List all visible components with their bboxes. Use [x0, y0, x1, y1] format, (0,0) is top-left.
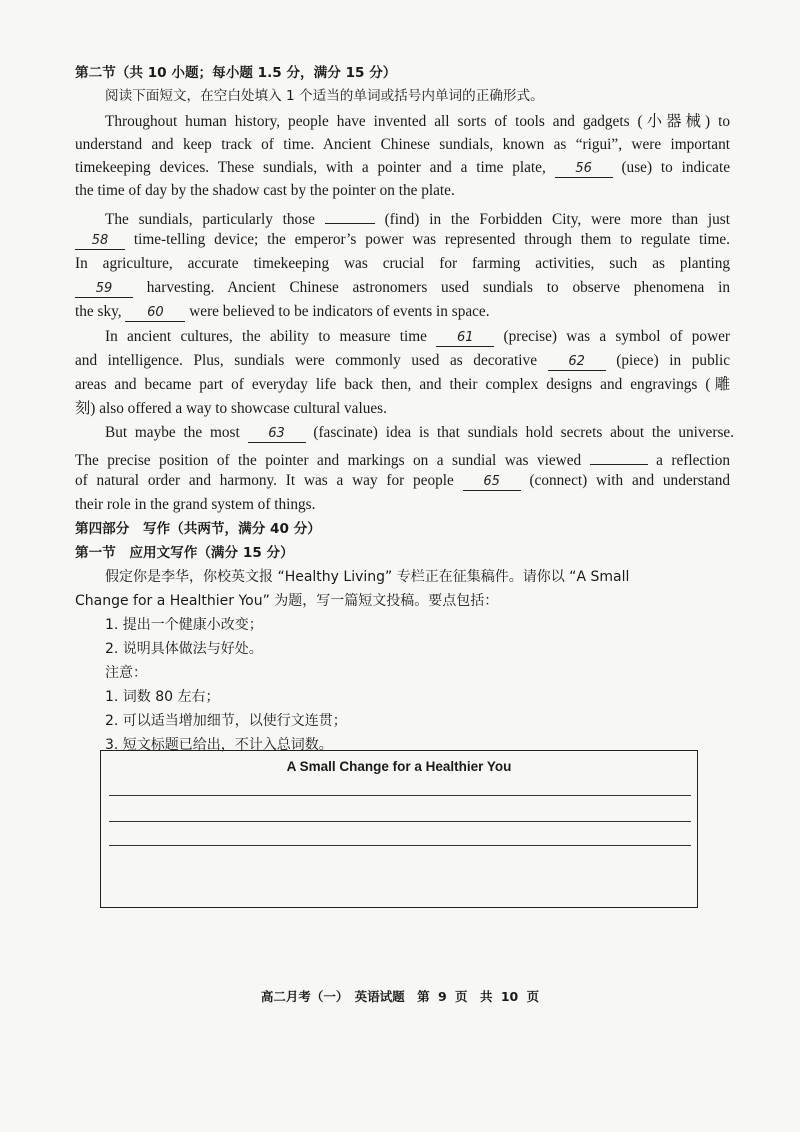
blank-number: 63 [268, 426, 285, 441]
passage-line: In agriculture, accurate timekeeping was crucial for farming activities, such as planting [75, 255, 730, 272]
passage-line [75, 301, 490, 323]
blank-number: 56 [575, 161, 592, 176]
section2-instruction: 阅读下面短文，在空白处填入 1 个适当的单词或括号内单词的正确形式。 [105, 88, 544, 104]
passage-text: (precise) was a symbol of power [503, 328, 730, 345]
passage-line: 刻) also offered a way to showcase cultural values. [75, 400, 387, 417]
passage-line [75, 470, 730, 492]
answer-blank-59[interactable] [75, 279, 133, 298]
passage-line [75, 157, 730, 179]
passage-text: In ancient cultures, the ability to measure time [105, 328, 427, 345]
passage-line [105, 326, 730, 348]
passage-text: were believed to be indicators of events in space. [189, 303, 490, 320]
blank-number: 65 [483, 474, 500, 489]
blank-number: 60 [147, 305, 164, 320]
writing-point: 1. 提出一个健康小改变； [105, 617, 263, 633]
passage-line [75, 229, 730, 251]
answer-blank-65[interactable] [463, 472, 521, 491]
answer-blank-56[interactable] [555, 159, 613, 178]
writing-answer-box[interactable] [100, 750, 698, 908]
writing-line[interactable] [109, 821, 691, 822]
answer-blank-61[interactable] [436, 328, 494, 347]
writing-line[interactable] [109, 845, 691, 846]
passage-line: their role in the grand system of things. [75, 496, 316, 513]
writing-point: 2. 说明具体做法与好处。 [105, 641, 263, 657]
passage-line: understand and keep track of time. Ancient Chinese sundials, known as “rigui”, were important [75, 136, 730, 153]
passage-text: a reflection [656, 452, 731, 469]
passage-line: the time of day by the shadow cast by the pointer on the plate. [75, 182, 455, 199]
answer-blank-60[interactable] [125, 303, 185, 322]
blank-number: 58 [91, 233, 109, 248]
passage-text: the sky, [75, 303, 122, 320]
part4-subheading: 第一节 应用文写作（满分 15 分） [75, 545, 294, 561]
passage-text: and intelligence. Plus, sundials were commonly used as decorative [75, 352, 537, 369]
passage-line: Throughout human history, people have invented all sorts of tools and gadgets (小器械) to [105, 113, 730, 130]
answer-blank-62[interactable] [548, 352, 606, 371]
passage-text: (piece) in public [616, 352, 731, 369]
passage-text: timekeeping devices. These sundials, with a pointer and a time plate, [75, 159, 546, 176]
writing-prompt: Change for a Healthier You” 为题，写一篇短文投稿。要点包括： [75, 593, 499, 609]
passage-text: (find) in the Forbidden City, were more than just [384, 211, 731, 228]
passage-text: But maybe the most [105, 424, 240, 441]
note-item: 3. 短文标题已给出，不计入总词数。 [105, 737, 333, 753]
note-item: 2. 可以适当增加细节，以使行文连贯； [105, 713, 347, 729]
answer-blank-58[interactable] [75, 231, 125, 250]
blank-number: 62 [568, 354, 585, 369]
answer-blank-64[interactable] [590, 446, 648, 465]
passage-text: The precise position of the pointer and markings on a sundial was viewed [75, 452, 582, 469]
note-label: 注意： [105, 665, 147, 681]
passage-line: areas and became part of everyday life back then, and their complex designs and engravings (雕 [75, 376, 730, 393]
blank-number: 59 [95, 281, 113, 296]
passage-text: time-telling device; the emperor’s power was represented through them to regulate time. [133, 231, 731, 248]
passage-line [75, 446, 730, 472]
writing-prompt: 假定你是李华，你校英文报 “Healthy Living” 专栏正在征集稿件。请你以 “A Small [105, 569, 630, 585]
answer-blank-57[interactable] [325, 205, 375, 224]
answer-blank-63[interactable] [248, 424, 306, 443]
passage-text: of natural order and harmony. It was a way for people [75, 472, 454, 489]
part4-heading: 第四部分 写作（共两节，满分 40 分） [75, 521, 321, 537]
passage-text: (use) to indicate [621, 159, 731, 176]
essay-title: A Small Change for a Healthier You [286, 759, 512, 774]
writing-line[interactable] [109, 795, 691, 796]
section2-heading: 第二节（共 10 小题；每小题 1.5 分，满分 15 分） [75, 65, 397, 81]
passage-text: The sundials, particularly those [105, 211, 315, 228]
blank-number: 61 [456, 330, 474, 345]
passage-text: harvesting. Ancient Chinese astronomers used sundials to observe phenomena in [146, 279, 730, 296]
note-item: 1. 词数 80 左右； [105, 689, 220, 705]
page-footer: 高二月考（一） 英语试题 第 9 页 共 10 页 [260, 989, 540, 1004]
passage-line [75, 277, 730, 299]
passage-line [75, 350, 730, 372]
passage-text: (connect) with and understand [529, 472, 731, 489]
passage-text: (fascinate) idea is that sundials hold secrets about the universe. [313, 424, 735, 441]
passage-line [105, 422, 734, 444]
passage-line [105, 205, 730, 231]
